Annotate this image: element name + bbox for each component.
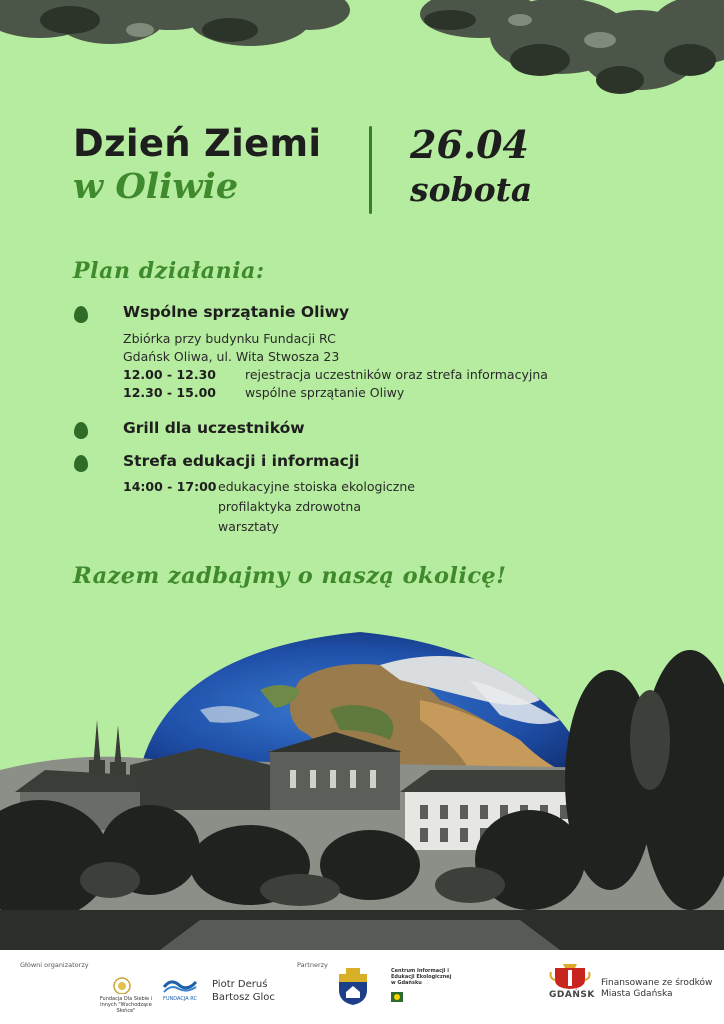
event-day: sobota: [410, 170, 533, 209]
gdansk-logo-word: GDAŃSK: [549, 990, 595, 1000]
partners-label: Partnerzy: [297, 961, 328, 969]
education-activity: warsztaty: [218, 519, 279, 534]
item-grill-title: Grill dla uczestników: [123, 419, 305, 437]
item-cleanup-address-line: Gdańsk Oliwa, ul. Wita Stwosza 23: [123, 349, 340, 364]
leaf-bullet-icon: [74, 306, 88, 323]
schedule-time: 12.30 - 15.00: [123, 385, 216, 400]
gdansk-crest-icon: [549, 964, 591, 990]
organizer-foundation-name: Fundacja Dla Siebie i Innych "Wschodzące Słońce": [99, 996, 153, 1014]
funding-note: [601, 978, 712, 1000]
education-activity: edukacyjne stoiska ekologiczne: [218, 479, 415, 494]
partner-eco-center-name: Centrum Informacji i Edukacji Ekologicznej w Gdańsku: [391, 968, 452, 986]
plan-heading: Plan działania:: [73, 258, 265, 284]
item-education-title: Strefa edukacji i informacji: [123, 452, 360, 470]
funding-line: Miasta Gdańska: [601, 989, 673, 999]
education-activity: profilaktyka zdrowotna: [218, 499, 362, 514]
schedule-description: rejestracja uczestników oraz strefa informacyjna: [245, 367, 548, 382]
event-title: Dzień Ziemi: [73, 122, 322, 165]
organizers-label: Główni organizatorzy: [20, 961, 89, 969]
foundation-rc-wave-logo-icon: [163, 977, 197, 993]
eco-fund-logo-icon: [391, 992, 403, 1002]
leaf-bullet-icon: [74, 422, 88, 439]
leaf-bullet-icon: [74, 455, 88, 472]
sponsors-footer: [0, 950, 724, 1024]
schedule-time: 12.00 - 12.30: [123, 367, 216, 382]
schedule-description: wspólne sprzątanie Oliwy: [245, 385, 405, 400]
item-cleanup-location-line: Zbiórka przy budynku Fundacji RC: [123, 331, 336, 346]
event-date: 26.04: [410, 122, 529, 167]
funding-line: Finansowane ze środków: [601, 978, 713, 988]
district-coat-of-arms-icon: [336, 966, 370, 1006]
slogan: Razem zadbajmy o naszą okolicę!: [73, 563, 507, 589]
header-divider: [369, 126, 372, 214]
item-cleanup-title: Wspólne sprzątanie Oliwy: [123, 303, 350, 321]
organizer-person: Bartosz Gloc: [212, 992, 275, 1003]
rising-sun-logo-icon: [112, 976, 132, 994]
event-location-title: w Oliwie: [73, 166, 239, 207]
organizer-rc-name: FUNDACJA RC: [163, 996, 197, 1002]
tree-foliage-top: [0, 0, 724, 110]
organizer-person: Piotr Deruś: [212, 979, 268, 990]
earth-and-oliwa-scene: [0, 620, 724, 950]
education-time: 14:00 - 17:00: [123, 479, 217, 494]
